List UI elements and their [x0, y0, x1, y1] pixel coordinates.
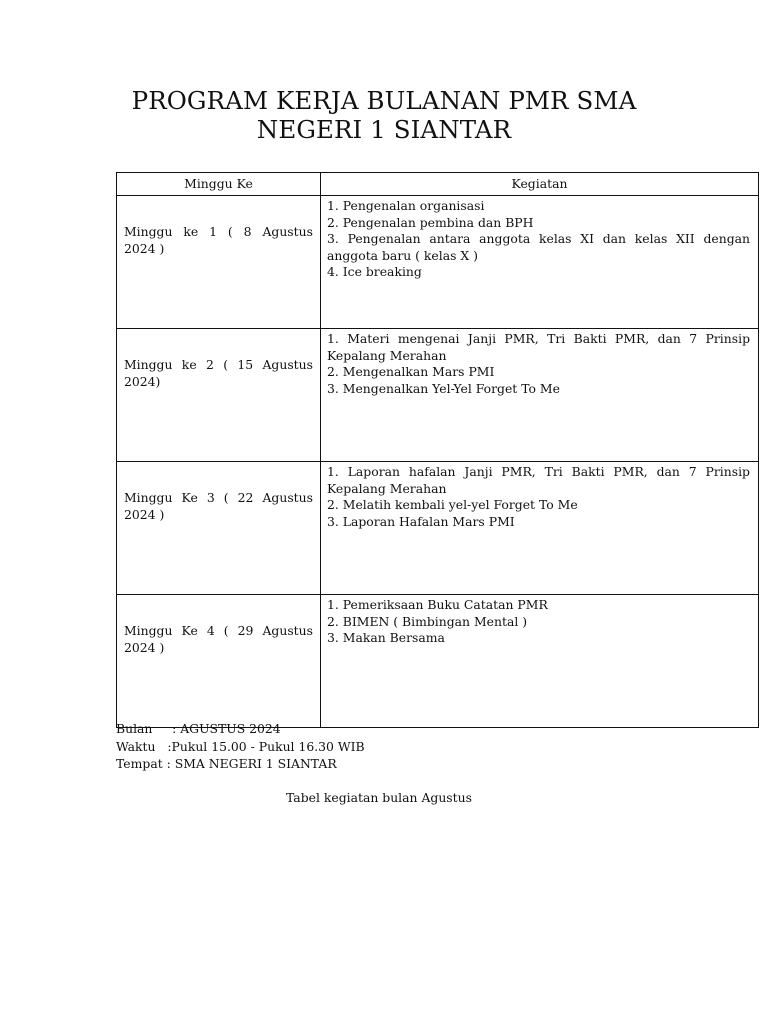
- activity-item: 3. Laporan Hafalan Mars PMI: [327, 513, 515, 529]
- week-cell: [117, 196, 321, 329]
- table-caption: Tabel kegiatan bulan Agustus: [286, 790, 472, 805]
- activity-item: 4. Ice breaking: [327, 264, 422, 279]
- activity-item: 3. Mengenalkan Yel-Yel Forget To Me: [327, 380, 560, 396]
- activity-item: 1. Pemeriksaan Buku Catatan PMR: [327, 597, 548, 612]
- week-cell: [117, 595, 321, 728]
- activities-cell: [321, 196, 759, 329]
- header-activities: Kegiatan: [321, 173, 759, 196]
- info-place: Tempat : SMA NEGERI 1 SIANTAR: [116, 756, 337, 771]
- activities-cell: [321, 462, 759, 595]
- activity-item: 3. Makan Bersama: [327, 630, 445, 645]
- table-row: [117, 196, 759, 329]
- activity-item: 1. Materi mengenai Janji PMR, Tri Bakti PMR, dan 7 Prinsip Kepalang Merahan: [327, 331, 750, 363]
- week-label: Minggu Ke 4 ( 29 Agustus 2024 ): [124, 623, 313, 655]
- title-line-1: PROGRAM KERJA BULANAN PMR SMA: [131, 86, 637, 115]
- info-month: Bulan : AGUSTUS 2024: [116, 721, 281, 736]
- table-row: [117, 595, 759, 728]
- schedule-info: [116, 720, 365, 773]
- activity-item: 2. Pengenalan pembina dan BPH: [327, 214, 534, 230]
- info-time: Waktu :Pukul 15.00 - Pukul 16.30 WIB: [116, 738, 365, 754]
- table-row: [117, 462, 759, 595]
- table-header-row: [117, 173, 759, 196]
- week-cell: [117, 329, 321, 462]
- activity-item: 3. Pengenalan antara anggota kelas XI dan kelas XII dengan anggota baru ( kelas X ): [327, 231, 750, 263]
- header-week: Minggu Ke: [117, 173, 321, 196]
- activities-cell: [321, 329, 759, 462]
- title-line-2: NEGERI 1 SIANTAR: [256, 115, 512, 144]
- activities-cell: [321, 595, 759, 728]
- activity-item: 2. Mengenalkan Mars PMI: [327, 364, 495, 379]
- document-title: [100, 86, 668, 144]
- week-label: Minggu ke 2 ( 15 Agustus 2024): [124, 357, 313, 389]
- week-cell: [117, 462, 321, 595]
- activity-item: 1. Laporan hafalan Janji PMR, Tri Bakti PMR, dan 7 Prinsip Kepalang Merahan: [327, 464, 750, 496]
- activity-table: [116, 172, 759, 728]
- week-label: Minggu ke 1 ( 8 Agustus 2024 ): [124, 224, 313, 256]
- activity-item: 2. Melatih kembali yel-yel Forget To Me: [327, 497, 578, 512]
- table-row: [117, 329, 759, 462]
- activity-item: 1. Pengenalan organisasi: [327, 198, 485, 213]
- activity-item: 2. BIMEN ( Bimbingan Mental ): [327, 613, 528, 629]
- week-label: Minggu Ke 3 ( 22 Agustus 2024 ): [124, 490, 313, 522]
